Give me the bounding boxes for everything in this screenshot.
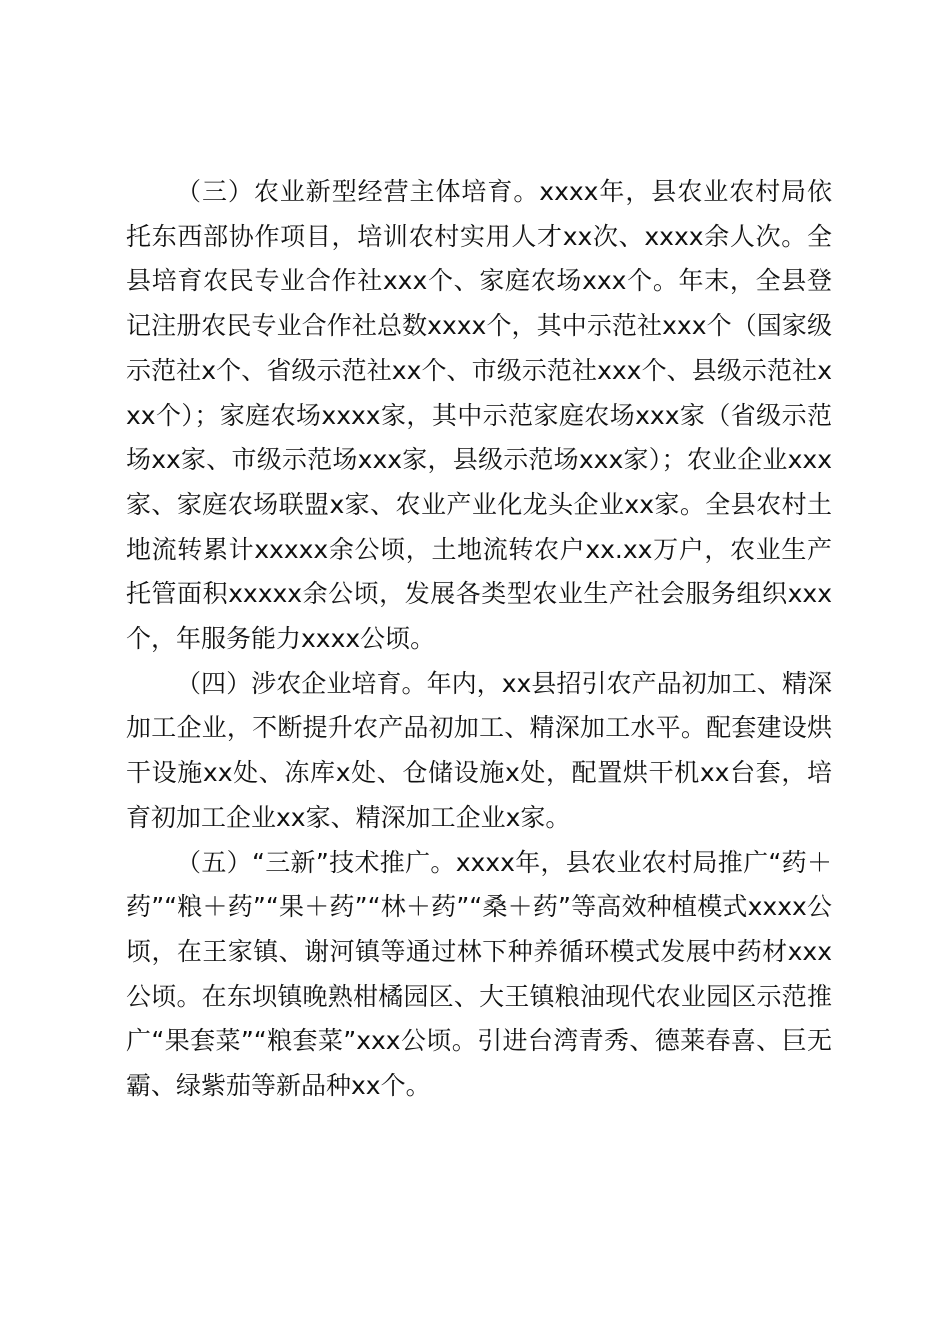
paragraph-tech-promotion: （五）“三新”技术推广。xxxx年，县农业农村局推广“药＋药”“粮＋药”“果＋药”“林＋药”“桑＋药”等高效种植模式xxxx公顷，在王家镇、谢河镇等通过林下种养循环模式发展中药材xxx公顷。在东坝镇晚熟柑橘园区、大王镇粮油现代农业园区示范推广“果套菜”“粮套菜”xxx公顷。引进台湾青秀、德莱春喜、巨无霸、绿紫茄等新品种xx个。	[126, 847, 832, 1101]
paragraph-agri-enterprises: （四）涉农企业培育。年内，xx县招引农产品初加工、精深加工企业，不断提升农产品初加工、精深加工水平。配套建设烘干设施xx处、冻库x处、仓储设施x处，配置烘干机xx台套，培育初加工企业xx家、精深加工企业x家。	[126, 668, 832, 832]
document-body	[126, 170, 832, 1109]
paragraph-agricultural-entities: （三）农业新型经营主体培育。xxxx年，县农业农村局依托东西部协作项目，培训农村实用人才xx次、xxxx余人次。全县培育农民专业合作社xxx个、家庭农场xxx个。年末，全县登记注册农民专业合作社总数xxxx个，其中示范社xxx个（国家级示范社x个、省级示范社xx个、市级示范社xxx个、县级示范社xxx个）；家庭农场xxxx家，其中示范家庭农场xxx家（省级示范场xx家、市级示范场xxx家，县级示范场xxx家）；农业企业xxx家、家庭农场联盟x家、农业产业化龙头企业xx家。全县农村土地流转累计xxxxx余公顷，土地流转农户xx.xx万户，农业生产托管面积xxxxx余公顷，发展各类型农业生产社会服务组织xxx个，年服务能力xxxx公顷。	[126, 177, 832, 654]
